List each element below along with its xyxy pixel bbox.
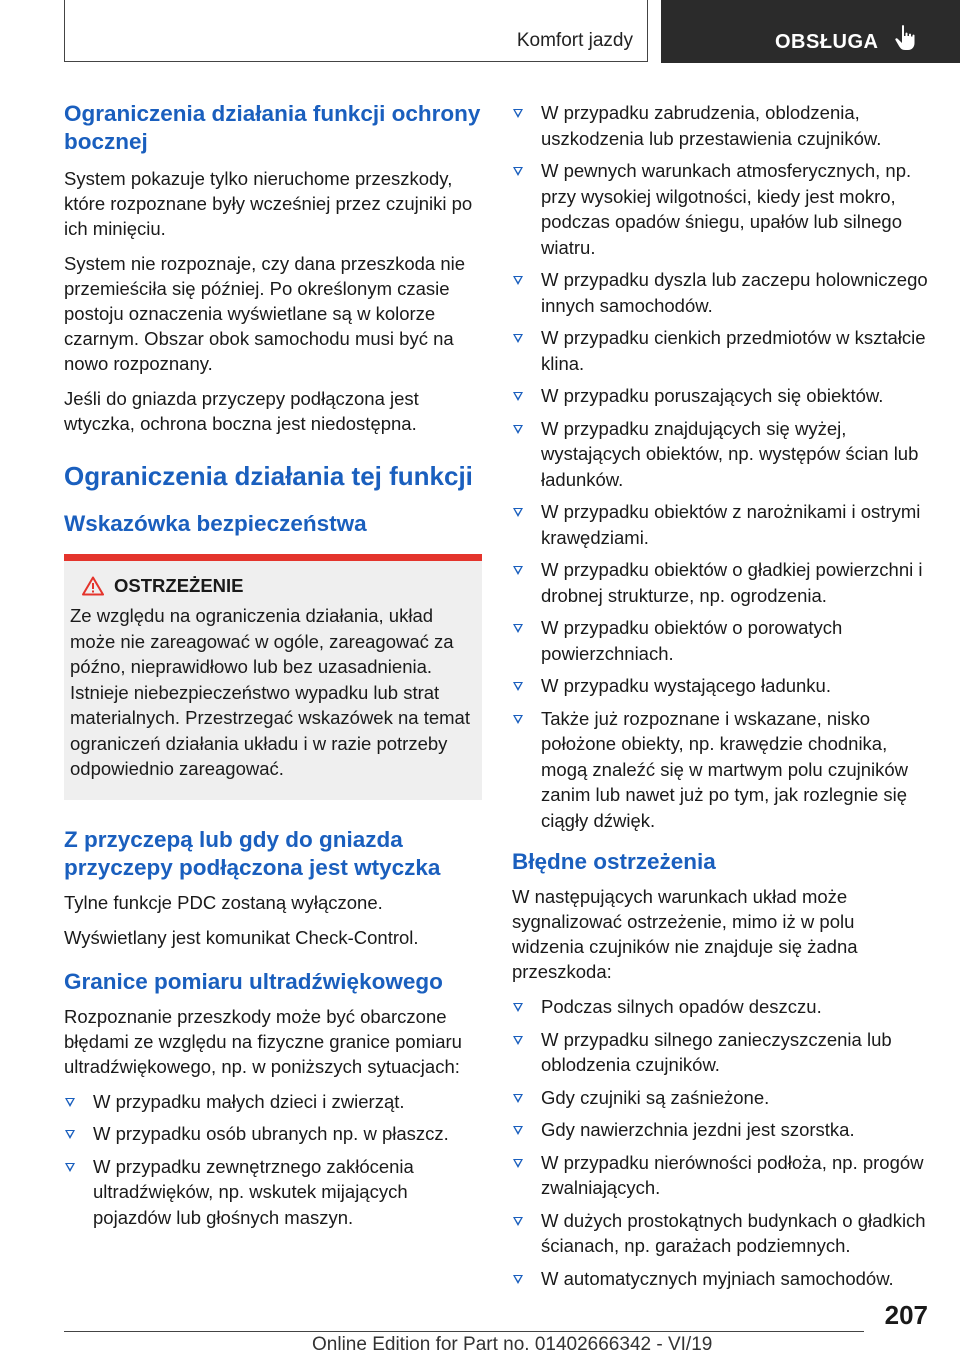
footer-divider	[64, 1331, 864, 1332]
bullet-triangle-icon	[513, 715, 523, 724]
bullet-triangle-icon	[513, 566, 523, 575]
bullet-triangle-icon	[513, 276, 523, 285]
bullet-list	[512, 994, 928, 1291]
list-item: W dużych prostokątnych budynkach o gładkich ścianach, np. garażach podziemnych.	[512, 1208, 928, 1259]
list-item: Także już rozpoznane i wskazane, nisko położone obiekty, np. krawędzie chodnika, mogą znaleźć się w martwym polu czujników zanim lub nawet już po tym, jak rozlegnie się ciągły dźwięk.	[512, 706, 928, 834]
bullet-triangle-icon	[513, 334, 523, 343]
list-item: Gdy nawierzchnia jezdni jest szorstka.	[512, 1117, 928, 1143]
right-column	[512, 100, 928, 1298]
bullet-triangle-icon	[513, 1217, 523, 1226]
list-item: W przypadku nierówności podłoża, np. progów zwalniających.	[512, 1150, 928, 1201]
paragraph: W następujących warunkach układ może sygnalizować ostrzeżenie, mimo iż w polu widzenia czujników nie znajduje się żadna przeszkoda:	[512, 886, 858, 982]
paragraph: Tylne funkcje PDC zostaną wyłączone.	[64, 891, 383, 913]
paragraph: System nie rozpoznaje, czy dana przeszkoda nie przemieściła się później. Po określonym czasie postoju oznaczenia wyświetlane są w kolorze czarnym. Obszar obok samochodu musi być na nowo rozpoznany.	[64, 253, 466, 374]
header-chapter-title: OBSŁUGA	[775, 31, 879, 53]
bullet-triangle-icon	[513, 1036, 523, 1045]
bullet-triangle-icon	[513, 167, 523, 176]
bullet-triangle-icon	[513, 1159, 523, 1168]
bullet-triangle-icon	[65, 1163, 75, 1172]
list-item: W przypadku obiektów o porowatych powierzchniach.	[512, 615, 928, 666]
bullet-triangle-icon	[513, 1275, 523, 1284]
heading-safety-note: Wskazówka bezpieczeństwa	[64, 511, 367, 536]
warning-box	[64, 554, 482, 800]
heading-ultrasonic-limits: Granice pomiaru ultradźwiękowego	[64, 968, 443, 994]
footer-edition: Online Edition for Part no. 01402666342 - VI/19	[312, 1334, 713, 1355]
paragraph: System pokazuje tylko nieruchome przeszkody, które rozpoznane były wcześniej przez czujniki po ich minięciu.	[64, 168, 473, 239]
bullet-triangle-icon	[513, 1094, 523, 1103]
heading-function-limits: Ograniczenia działania tej funkcji	[64, 461, 473, 491]
bullet-triangle-icon	[513, 392, 523, 401]
list-item: W przypadku zewnętrznego zakłócenia ultradźwięków, np. wskutek mijających pojazdów lub głośnych maszyn.	[64, 1154, 482, 1231]
paragraph: Wyświetlany jest komunikat Check-Control.	[64, 926, 419, 948]
page-number: 207	[884, 1300, 928, 1330]
bullet-triangle-icon	[513, 508, 523, 517]
list-item: W przypadku poruszających się obiektów.	[512, 383, 928, 409]
bullet-triangle-icon	[513, 682, 523, 691]
bullet-triangle-icon	[513, 624, 523, 633]
list-item: W przypadku silnego zanieczyszczenia lub oblodzenia czujników.	[512, 1027, 928, 1078]
list-item: W przypadku zabrudzenia, oblodzenia, uszkodzenia lub przestawienia czujników.	[512, 100, 928, 151]
heading-false-warnings: Błędne ostrzeżenia	[512, 849, 716, 874]
bullet-triangle-icon	[513, 109, 523, 118]
list-item: W przypadku obiektów z narożnikami i ostrymi krawędziami.	[512, 499, 928, 550]
left-column	[64, 100, 482, 1237]
list-item: W przypadku znajdujących się wyżej, wystających obiektów, np. występów ścian lub ładunków.	[512, 416, 928, 493]
header-section-title: Komfort jazdy	[516, 30, 633, 51]
bullet-triangle-icon	[65, 1098, 75, 1107]
bullet-list	[512, 100, 928, 833]
header-chapter-tab[interactable]	[661, 0, 960, 63]
hand-pointer-icon	[893, 24, 919, 52]
paragraph: Jeśli do gniazda przyczepy podłączona jest wtyczka, ochrona boczna jest niedostępna.	[64, 388, 419, 434]
warning-title-row	[70, 575, 474, 597]
bullet-triangle-icon	[513, 425, 523, 434]
bullet-list	[64, 1089, 482, 1231]
list-item: W przypadku obiektów o gładkiej powierzchni i drobnej strukturze, np. ogrodzenia.	[512, 557, 928, 608]
heading-side-protection-limits: Ograniczenia działania funkcji ochrony bocznej	[64, 101, 481, 154]
header-section-box	[64, 0, 648, 62]
list-item: W automatycznych myjniach samochodów.	[512, 1266, 928, 1292]
bullet-triangle-icon	[513, 1003, 523, 1012]
list-item: W przypadku osób ubranych np. w płaszcz.	[64, 1121, 482, 1147]
list-item: W przypadku dyszla lub zaczepu holowniczego innych samochodów.	[512, 267, 928, 318]
heading-trailer: Z przyczepą lub gdy do gniazda przyczepy podłączona jest wtyczka	[64, 826, 441, 880]
bullet-triangle-icon	[513, 1126, 523, 1135]
paragraph: Rozpoznanie przeszkody może być obarczone błędami ze względu na fizyczne granice pomiaru ultradźwiękowego, np. w poniższych sytuacjach:	[64, 1005, 462, 1077]
list-item: Podczas silnych opadów deszczu.	[512, 994, 928, 1020]
list-item: W pewnych warunkach atmosferycznych, np. przy wysokiej wilgotności, kiedy jest mokro, podczas opadów śniegu, upałów lub silnego wiatru.	[512, 158, 928, 260]
bullet-triangle-icon	[65, 1130, 75, 1139]
list-item: Gdy czujniki są zaśnieżone.	[512, 1085, 928, 1111]
warning-title: OSTRZEŻENIE	[114, 575, 244, 596]
warning-text: Ze względu na ograniczenia działania, układ może nie zareagować w ogóle, zareagować za późno, nieprawidłowo lub bez uzasadnienia. Istnieje niebezpieczeństwo wypadku lub strat materialnych. Przestrzegać wskazówek na temat ograniczeń działania układu i w razie potrzeby odpowiednio zareagować.	[70, 605, 470, 779]
list-item: W przypadku wystającego ładunku.	[512, 673, 928, 699]
warning-triangle-icon	[82, 576, 104, 596]
list-item: W przypadku cienkich przedmiotów w kształcie klina.	[512, 325, 928, 376]
list-item: W przypadku małych dzieci i zwierząt.	[64, 1089, 482, 1115]
